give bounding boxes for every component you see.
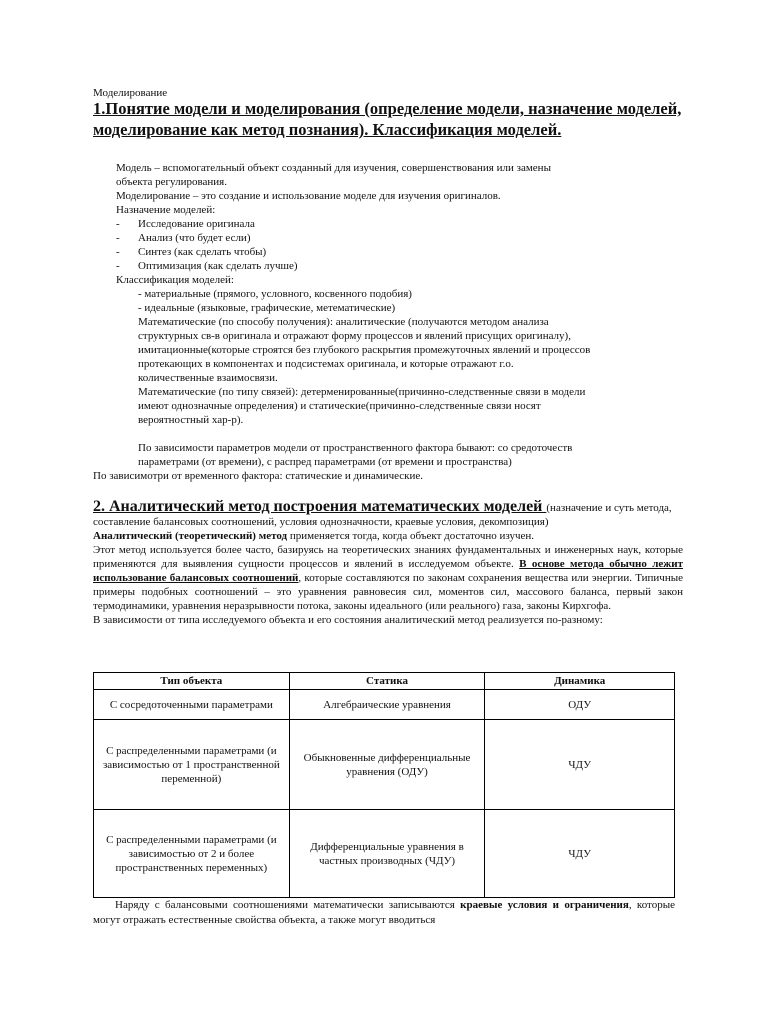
classification-label: Классификация моделей: — [116, 274, 234, 286]
table-cell: Алгебраические уравнения — [289, 690, 485, 720]
topic-label: Моделирование — [93, 87, 168, 99]
class-line: имитационные(которые строятся без глубокого раскрытия промежуточных явлений и процессов — [138, 344, 591, 356]
class-line: структурных св-в оригинала и отражают форму процессов и явлений присущих оригиналу), — [138, 330, 571, 342]
table-cell: ОДУ — [485, 690, 675, 720]
section-2-subtitle: (назначение и суть метода, составление балансовых соотношений, условия однозначности, краевые условия, декомпозиция) — [93, 502, 672, 528]
class-line: Математические (по способу получения): аналитические (получаются методом анализа — [138, 316, 549, 328]
list-item: - Анализ (что будет если) — [116, 232, 251, 244]
class-line: - материальные (прямого, условного, косвенного подобия) — [138, 288, 412, 300]
class-line: имеют однозначные определения) и статические(причинно-следственные связи носят — [138, 400, 541, 412]
section-2-heading — [93, 500, 683, 529]
table-header-row — [94, 673, 675, 690]
section-1-body — [93, 161, 683, 483]
definition-model-cont: объекта регулирования. — [116, 176, 227, 188]
class-line: количественные взаимосвязи. — [138, 372, 278, 384]
purpose-label: Назначение моделей: — [116, 204, 216, 216]
table-cell: Дифференциальные уравнения в частных производных (ЧДУ) — [289, 810, 485, 898]
paragraph: Аналитический (теоретический) метод применяется тогда, когда объект достаточно изучен. — [93, 530, 535, 542]
table-row — [94, 690, 675, 720]
table-cell: С распределенными параметрами (и зависимостью от 1 пространственной переменной) — [94, 720, 290, 810]
table-cell: ЧДУ — [485, 810, 675, 898]
column-header: Статика — [289, 673, 485, 690]
class-line: Математические (по типу связей): детерменированные(причинно-следственные связи в модели — [138, 386, 586, 398]
table-row — [94, 810, 675, 898]
class-line: - идеальные (языковые, графические, метематические) — [138, 302, 396, 314]
column-header: Тип объекта — [94, 673, 290, 690]
table-cell: С сосредоточенными параметрами — [94, 690, 290, 720]
list-item: - Синтез (как сделать чтобы) — [116, 246, 267, 258]
table-cell: С распределенными параметрами (и зависимостью от 2 и более пространственных переменных) — [94, 810, 290, 898]
table-cell: Обыкновенные дифференциальные уравнения (ОДУ) — [289, 720, 485, 810]
table-row — [94, 720, 675, 810]
list-item: - Исследование оригинала — [116, 218, 255, 230]
column-header: Динамика — [485, 673, 675, 690]
table-cell: ЧДУ — [485, 720, 675, 810]
section-2-title: 2. Аналитический метод построения математических моделей — [93, 498, 547, 515]
methods-table — [93, 672, 675, 898]
spatial-line: параметрами (от времени), с распред параметрами (от времени и пространства) — [138, 456, 512, 468]
section-1-title: 1.Понятие модели и моделирования (определение модели, назначение моделей, моделирование как метод познания). Классификация моделей. — [93, 99, 682, 139]
paragraph: Наряду с балансовыми соотношениями математически записываются краевые условия и ограничения, которые могут отражать естественные свойства объекта, а также могут вводиться — [93, 899, 675, 926]
definition-modeling: Моделирование – это создание и использование моделе для изучения оригиналов. — [116, 190, 501, 202]
time-line: По зависимотри от временного фактора: статические и динамические. — [93, 470, 424, 482]
class-line: вероятностный хар-р). — [138, 414, 244, 426]
spatial-line: По зависимости параметров модели от пространственного фактора бывают: со средоточеств — [138, 442, 573, 454]
section-2 — [93, 500, 683, 627]
class-line: протекающих в компонентах и подсистемах оригинала, и которые отражают г.о. — [138, 358, 514, 370]
paragraph: В зависимости от типа исследуемого объекта и его состояния аналитический метод реализуется по-разному: — [93, 614, 603, 626]
definition-model: Модель – вспомогательный объект созданный для изучения, совершенствования или замены — [116, 162, 551, 174]
list-item: - Оптимизация (как сделать лучше) — [116, 260, 298, 272]
paragraph: Этот метод используется более часто, базируясь на теоретических знаниях фундаментальных и инженерных наук, которые применяются для выявления сущности процессов и явлений в исследуемом объекте. В основе метода обычно лежит использование балансовых соотношений, которые составляются по законам сохранения вещества или энергии. Типичные примеры подобных соотношений – это уравнения равновесия сил, моментов сил, массового баланса, первый закон термодинамики, уравнения неразрывности потока, законы идеального (или реального) газа, законы Кирхгофа. — [93, 544, 684, 612]
